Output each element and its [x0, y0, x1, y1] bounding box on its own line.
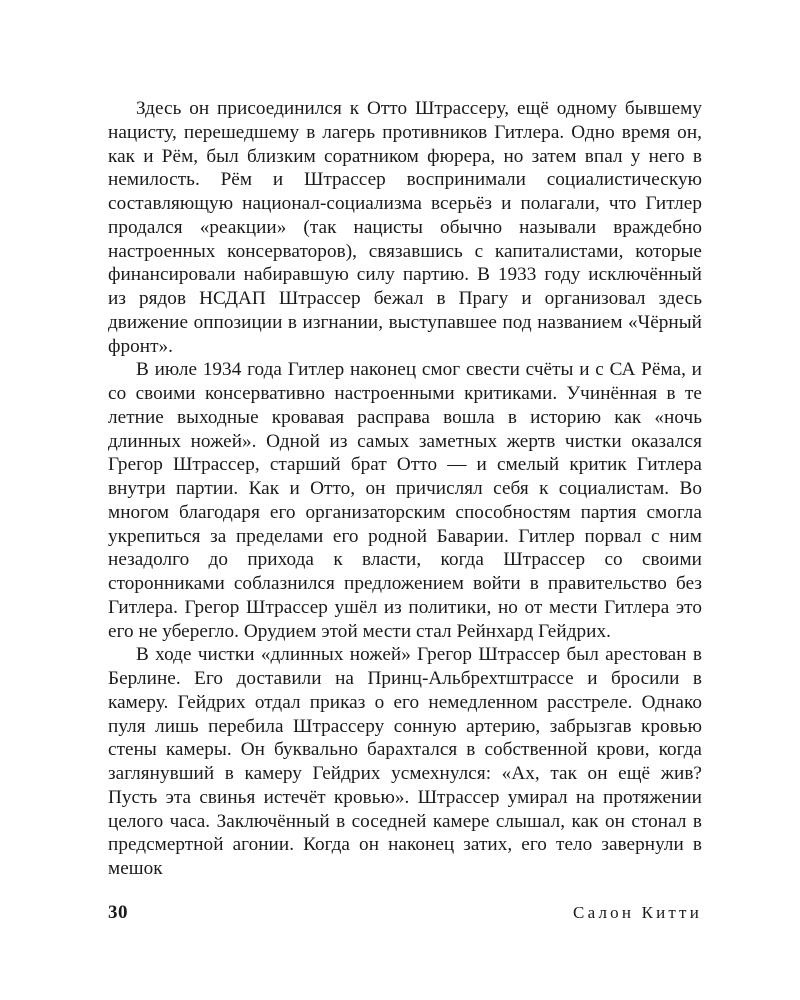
paragraph-3: В ходе чистки «длинных ножей» Грегор Штрассер был арестован в Берлине. Его доставили на Принц-Альбрехтштрассе и бросили в камеру. Гейдрих отдал приказ о его немедленном расстреле. Однако пуля лишь перебила Штрассеру сонную артерию, забрызгав кровью стены камеры. Он буквально барахтался в собственной крови, когда заглянувший в камеру Гейдрих усмехнулся: «Ах, так он ещё жив? Пусть эта свинья истечёт кровью». Штрассер умирал на протяжении целого часа. Заключённый в соседней камере слышал, как он стонал в предсмертной агонии. Когда он наконец затих, его тело завернули в мешок	[108, 644, 702, 879]
running-title: Салон Китти	[573, 903, 702, 922]
paragraph-1: Здесь он присоединился к Отто Штрассеру, ещё одному бывшему нацисту, перешедшему в лагерь противников Гитлера. Одно время он, как и Рём, был близким соратником фюрера, но затем впал у него в немилость. Рём и Штрассер воспринимали социалистическую составляющую национал-социализма всерьёз и полагали, что Гитлер продался «реакции» (так нацисты обычно называли враждебно настроенных консерваторов), связавшись с капиталистами, которые финансировали набиравшую силу партию. В 1933 году исключённый из рядов НСДАП Штрассер бежал в Прагу и организовал здесь движение оппозиции в изгнании, выступавшее под названием «Чёрный фронт».	[108, 98, 702, 357]
page-number: 30	[108, 902, 128, 923]
page-footer	[108, 902, 702, 928]
body-text	[108, 97, 702, 881]
paragraph-2: В июле 1934 года Гитлер наконец смог свести счёты и с СА Рёма, и со своими консервативно настроенными критиками. Учинённая в те летние выходные кровавая расправа вошла в историю как «ночь длинных ножей». Одной из самых заметных жертв чистки оказался Грегор Штрассер, старший брат Отто — и смелый критик Гитлера внутри партии. Как и Отто, он причислял себя к социалистам. Во многом благодаря его организаторским способностям партия смогла укрепиться за пределами его родной Баварии. Гитлер порвал с ним незадолго до прихода к власти, когда Штрассер со своими сторонниками соблазнился предложением войти в правительство без Гитлера. Грегор Штрассер ушёл из политики, но от мести Гитлера это его не уберегло. Орудием этой мести стал Рейнхард Гейдрих.	[108, 359, 702, 642]
